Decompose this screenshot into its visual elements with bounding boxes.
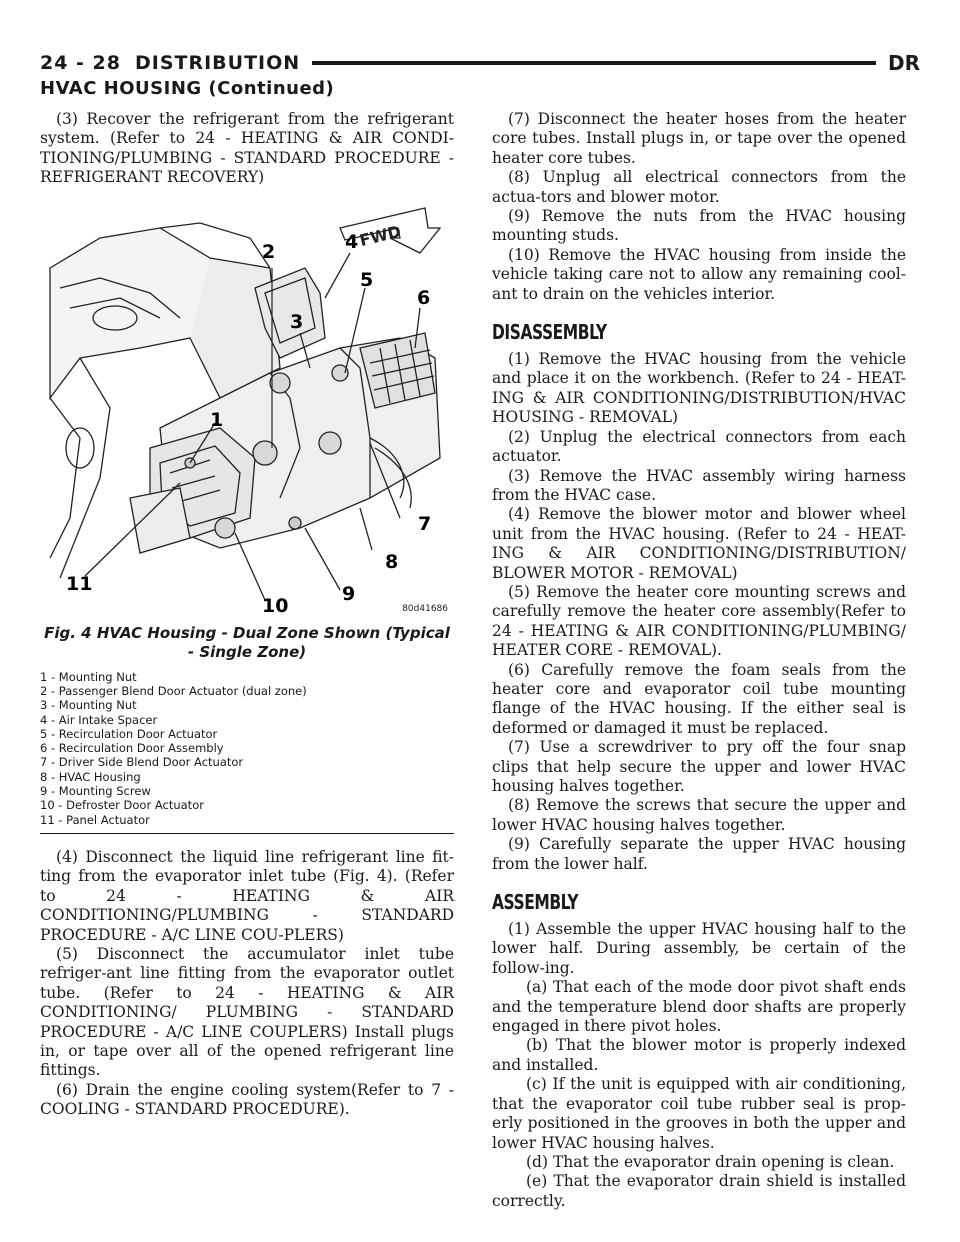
step-paragraph: (4) Remove the blower motor and blower wheel unit from the HVAC housing. (Refer to 24 - HEAT-ING & AIR CONDITIONING/DISTRIBUTION/ BLOWER MOTOR - REMOVAL) <box>492 505 906 582</box>
legend-item: 4 - Air Intake Spacer <box>40 712 158 727</box>
continued-heading: HVAC HOUSING (Continued) <box>40 78 335 99</box>
step-paragraph: (1) Remove the HVAC housing from the vehicle and place it on the workbench. (Refer to 24 - HEAT-ING & AIR CONDITIONING/DISTRIBUTION/HVAC HOUSING - REMOVAL) <box>492 350 906 427</box>
figure-id: 80d41686 <box>402 603 448 614</box>
sub-step-paragraph: (d) That the evaporator drain opening is clean. <box>526 1152 895 1171</box>
legend-item: 10 - Defroster Door Actuator <box>40 798 204 813</box>
callout-8: 8 <box>385 550 399 573</box>
figure-hvac-housing <box>40 198 454 618</box>
legend-item: 2 - Passenger Blend Door Actuator (dual zone) <box>40 683 307 698</box>
callout-5: 5 <box>360 268 374 291</box>
callout-1: 1 <box>210 408 224 431</box>
callout-9: 9 <box>342 582 356 605</box>
callout-7: 7 <box>418 512 432 535</box>
callout-2: 2 <box>262 240 276 263</box>
page-number: 24 - 28 <box>40 52 121 74</box>
manual-code: DR <box>887 51 920 75</box>
figure-legend <box>40 670 454 834</box>
legend-item: 9 - Mounting Screw <box>40 784 151 798</box>
callout-3: 3 <box>290 310 304 333</box>
hvac-illustration <box>40 198 454 618</box>
section-title: DISTRIBUTION <box>135 52 301 74</box>
sub-step-paragraph: (e) That the evaporator drain shield is installed correctly. <box>492 1172 906 1210</box>
step-paragraph: (1) Assemble the upper HVAC housing half to the lower half. During assembly, be certain of the follow-ing. <box>492 920 906 977</box>
legend-item: 8 - HVAC Housing <box>40 769 141 784</box>
legend-item: 3 - Mounting Nut <box>40 698 137 713</box>
page-header <box>40 50 920 76</box>
sub-step-paragraph: (a) That each of the mode door pivot shaft ends and the temperature blend door shafts are properly engaged in there pivot holes. <box>492 978 906 1036</box>
header-rule <box>312 61 876 65</box>
step-paragraph: (10) Remove the HVAC housing from inside the vehicle taking care not to allow any remaining cool-ant to drain on the vehicles interior. <box>492 245 906 303</box>
step-paragraph: (7) Use a screwdriver to pry off the four snap clips that help secure the upper and lower HVAC housing halves together. <box>492 738 906 795</box>
legend-item: 6 - Recirculation Door Assembly <box>40 741 224 756</box>
callout-4: 4 <box>345 230 359 253</box>
legend-item: 7 - Driver Side Blend Door Actuator <box>40 755 244 770</box>
step-paragraph: (5) Disconnect the accumulator inlet tube refriger-ant line fitting from the evaporator outlet tube. (Refer to 24 - HEATING & AIR CONDITIONING/ PLUMBING - STANDARD PROCEDURE - A/C LINE COUPLERS) Install plugs in, or tape over all of the opened refrigerant line fittings. <box>40 944 454 1080</box>
callout-6: 6 <box>417 286 431 309</box>
step-paragraph: (8) Unplug all electrical connectors from the actua-tors and blower motor. <box>492 168 906 206</box>
figure-caption: Fig. 4 HVAC Housing - Dual Zone Shown (Typical - Single Zone) <box>44 623 450 661</box>
step-paragraph: (3) Recover the refrigerant from the refrigerant system. (Refer to 24 - HEATING & AIR CONDI-TIONING/PLUMBING - STANDARD PROCEDURE - REFRIGERANT RECOVERY) <box>40 110 454 187</box>
step-paragraph: (2) Unplug the electrical connectors from each actuator. <box>492 427 906 466</box>
step-paragraph: (6) Drain the engine cooling system(Refer to 7 - COOLING - STANDARD PROCEDURE). <box>40 1080 454 1119</box>
left-column <box>40 110 454 1120</box>
callout-11: 11 <box>66 572 93 595</box>
legend-item: 1 - Mounting Nut <box>40 669 137 684</box>
sub-step-paragraph: (b) That the blower motor is properly indexed and installed. <box>492 1036 906 1074</box>
step-paragraph: (6) Carefully remove the foam seals from the heater core and evaporator coil tube mounting flange of the HVAC housing. If the either seal is deformed or damaged it must be replaced. <box>492 660 906 737</box>
step-paragraph: (9) Remove the nuts from the HVAC housing mounting studs. <box>492 207 906 245</box>
step-paragraph: (5) Remove the heater core mounting screws and carefully remove the heater core assembly(Refer to 24 - HEATING & AIR CONDITIONING/PLUMBING/ HEATER CORE - REMOVAL). <box>492 582 906 660</box>
disassembly-heading: DISASSEMBLY <box>492 320 607 345</box>
fwd-label: FWD <box>357 221 403 250</box>
step-paragraph: (9) Carefully separate the upper HVAC housing from the lower half. <box>492 835 906 873</box>
step-paragraph: (7) Disconnect the heater hoses from the heater core tubes. Install plugs in, or tape over the opened heater core tubes. <box>492 110 906 167</box>
legend-item: 5 - Recirculation Door Actuator <box>40 726 218 741</box>
legend-item: 11 - Panel Actuator <box>40 812 150 827</box>
callout-10: 10 <box>262 594 289 617</box>
assembly-heading: ASSEMBLY <box>492 890 579 915</box>
step-paragraph: (4) Disconnect the liquid line refrigerant line fit-ting from the evaporator inlet tube (Fig. 4). (Refer to 24 - HEATING & AIR CONDITIONING/PLUMBING - STANDARD PROCEDURE - A/C LINE COU-PLERS) <box>40 847 454 944</box>
step-paragraph: (3) Remove the HVAC assembly wiring harness from the HVAC case. <box>492 466 906 504</box>
step-paragraph: (8) Remove the screws that secure the upper and lower HVAC housing halves together. <box>492 796 906 834</box>
sub-step-paragraph: (c) If the unit is equipped with air conditioning, that the evaporator coil tube rubber seal is prop-erly positioned in the grooves in both the upper and lower HVAC housing halves. <box>492 1075 906 1152</box>
right-column <box>492 110 906 1211</box>
